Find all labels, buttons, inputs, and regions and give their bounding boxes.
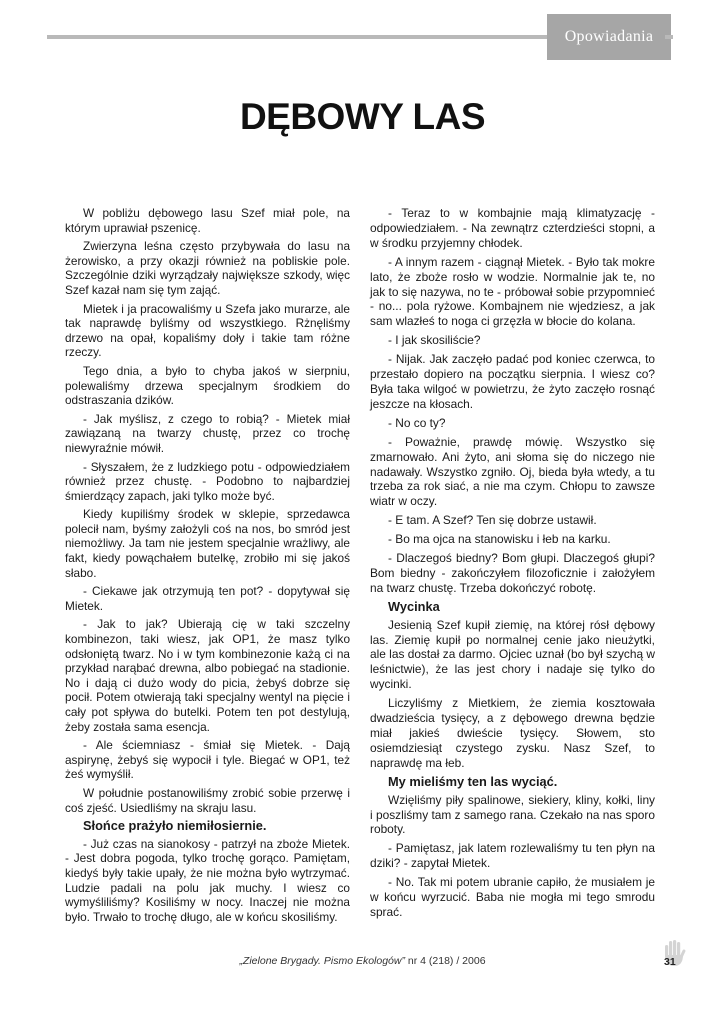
paragraph: - Słyszałem, że z ludzkiego potu - odpowiedziałem również przez chustę. - Podobno to najbardziej śmierdzący zapach, jaki tylko może być. — [65, 459, 350, 503]
footer — [0, 955, 725, 967]
paragraph: - No co ty? — [388, 415, 446, 430]
paragraph: Jesienią Szef kupił ziemię, na której rósł dębowy las. Ziemię kupił po normalnej cenie jako nieużytki, ale las dostał za darmo. Ojciec uznał (bo był szychą w leśnictwie), że las jest chory i nadaje się tylko do wycinki. — [370, 617, 655, 692]
paragraph: - Już czas na sianokosy - patrzył na zboże Mietek. - Jest dobra pogoda, tylko trochę gorąco. Pamiętam, kiedyś były takie upały, że nie można było wytrzymać. Ludzie padali na polu jak muchy. I wiesz co wymyśliliśmy? Kosiliśmy w nocy. Inaczej nie można było. Trwało to trochę długo, ale w końcu skosiliśmy. — [65, 836, 350, 924]
footer-publication: „Zielone Brygady. Pismo Ekologów” — [239, 955, 405, 967]
paragraph: - Ale ściemniasz - śmiał się Mietek. - Dają aspirynę, żebyś się wypocił i tyle. Biegać w OP1, też żeś wymyślił. — [65, 738, 350, 782]
page-number: 31 — [664, 956, 676, 968]
paragraph: Mietek i ja pracowaliśmy u Szefa jako murarze, ale tak naprawdę byliśmy od wszystkiego. Rżnęliśmy drzewo na opał, kopaliśmy doły i takie tam różne rzeczy. — [65, 301, 350, 360]
paragraph: - I jak skosiliście? — [388, 333, 481, 348]
paragraph: - Dlaczegoś biedny? Bom głupi. Dlaczegoś głupi? Bom biedny - zakończyłem filozoficznie i założyłem na twarz chustę. Trzeba dokończyć robotę. — [370, 551, 655, 595]
paragraph: W pobliżu dębowego lasu Szef miał pole, na którym uprawiał pszenicę. — [65, 206, 350, 235]
header-rule-end — [665, 35, 673, 39]
paragraph: Wzięliśmy piły spalinowe, siekiery, kliny, kołki, liny i poszliśmy tam z samego rana. Czekało na nas sporo roboty. — [370, 792, 655, 837]
article-title: DĘBOWY LAS — [239, 96, 486, 137]
paragraph: - Ciekawe jak otrzymują ten pot? - dopytywał się Mietek. — [65, 584, 350, 613]
subheading: My mieliśmy ten las wyciąć. — [388, 773, 558, 789]
paragraph: - E tam. A Szef? Ten się dobrze ustawił. — [388, 513, 597, 528]
subheading: Wycinka — [388, 598, 440, 614]
paragraph: - Bo ma ojca na stanowisku i łeb na karku. — [388, 532, 611, 547]
paragraph: W południe postanowiliśmy zrobić sobie przerwę i coś zjeść. Usiedliśmy na skraju lasu. — [65, 785, 350, 815]
article-column-left — [65, 206, 350, 928]
paragraph: - Nijak. Jak zaczęło padać pod koniec czerwca, to przestało dopiero na początku sierpnia. I wiesz co? Była taka wilgoć w powietrzu, że żyto zaczęło rosnąć jeszcze na kłosach. — [370, 352, 655, 411]
paragraph: - Poważnie, prawdę mówię. Wszystko się zmarnowało. Ani żyto, ani słoma się do niczego nie nadawały. Wszystko zgniło. Oj, bieda była wtedy, a tu trzeba za rok siać, a nie ma czym. Chłopu to zawsze wiatr w oczy. — [370, 434, 655, 509]
header-rule — [47, 35, 547, 39]
paragraph: Tego dnia, a było to chyba jakoś w sierpniu, polewaliśmy drzewa specjalnym środkiem do odstraszania dzików. — [65, 363, 350, 408]
paragraph: - No. Tak mi potem ubranie capiło, że musiałem je w końcu wyrzucić. Baba nie mogła mi tego smrodu sprać. — [370, 875, 655, 919]
article-column-right — [370, 206, 655, 924]
paragraph: - Teraz to w kombajnie mają klimatyzację - odpowiedziałem. - Na zewnątrz czterdzieści stopni, a w środku przyjemny chłodek. — [370, 206, 655, 250]
paragraph: Zwierzyna leśna często przybywała do lasu na żerowisko, a przy okazji również na pobliskie pole. Szczególnie dziki wyrządzały największe szkody, więc Szef kazał nam się tym zająć. — [65, 239, 350, 297]
paragraph: Liczyliśmy z Mietkiem, że ziemia kosztowała dwadzieścia tysięcy, a z dębowego drewna będzie miał jakieś dwieście tysięcy. Słowem, sto osiemdziesiąt czystego zysku. Nasz Szef, to naprawdę ma łeb. — [370, 696, 655, 770]
paragraph: - Jak to jak? Ubierają cię w taki szczelny kombinezon, taki wiesz, jak OP1, że masz tylko odsłoniętą twarz. No i w tym kombinezonie każą ci na przykład narąbać drewna, albo pobiegać na stadionie. No i dają ci dużo wody do picia, żebyś dobrze się pocił. Potem otwierają taki specjalny wentyl na pięcie i cały pot spływa do butelki. Potem ten pot destylują, żeby została sama esencja. — [65, 617, 350, 734]
paragraph: - Pamiętasz, jak latem rozlewaliśmy tu ten płyn na dziki? - zapytał Mietek. — [370, 841, 655, 871]
paragraph: - A innym razem - ciągnął Mietek. - Było tak mokre lato, że zboże rosło w wodzie. Normalnie jak te, no jak to się nazywa, no te - próbował sobie przypomnieć - no... pola ryżowe. Kombajnem nie wjedziesz, a jak sam wlazłeś to noga ci grzęzła w błocie do kolana. — [370, 254, 655, 329]
subheading: Słońce prażyło niemiłosiernie. — [83, 818, 267, 834]
paragraph: Kiedy kupiliśmy środek w sklepie, sprzedawca polecił nam, byśmy założyli coś na nos, bo smród jest niemożliwy. Ja tam nie jestem specjalnie wrażliwy, ale fakt, kiedy powąchałem butelkę, zrobiło mi się jakoś słabo. — [65, 507, 350, 580]
footer-issue: nr 4 (218) / 2006 — [404, 955, 486, 967]
paragraph: - Jak myślisz, z czego to robią? - Mietek miał zawiązaną na twarzy chustę, przez co trochę niewyraźnie mówił. — [65, 411, 350, 455]
section-label: Opowiadania — [547, 14, 671, 60]
